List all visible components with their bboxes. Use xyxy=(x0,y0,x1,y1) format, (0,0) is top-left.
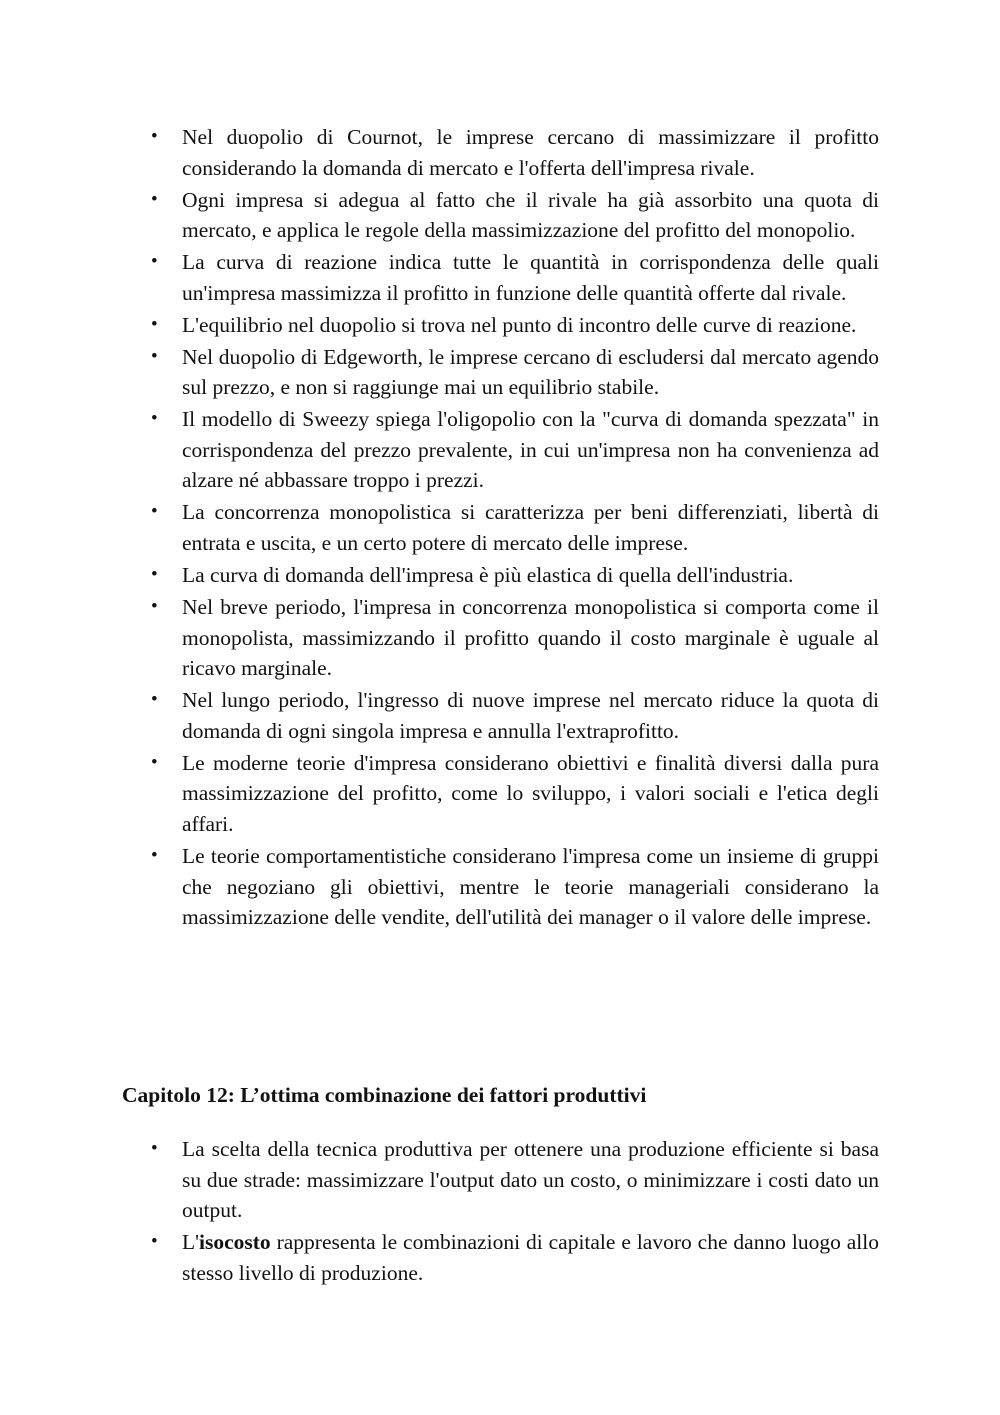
bullet-list-market-structures xyxy=(182,122,879,934)
list-item: • La curva di reazione indica tutte le quantità in corrispondenza delle quali un'impresa massimizza il profitto in funzione delle quantità offerte dal rivale. xyxy=(182,247,879,308)
list-item: • Il modello di Sweezy spiega l'oligopolio con la "curva di domanda spezzata" in corrispondenza del prezzo prevalente, in cui un'impresa non ha convenienza ad alzare né abbassare troppo i prezzi. xyxy=(182,404,879,496)
list-item: • Nel lungo periodo, l'ingresso di nuove imprese nel mercato riduce la quota di domanda di ogni singola impresa e annulla l'extraprofitto. xyxy=(182,685,879,746)
list-item-prefix: L' xyxy=(182,1230,200,1255)
list-item: • Nel breve periodo, l'impresa in concorrenza monopolistica si comporta come il monopolista, massimizzando il profitto quando il costo marginale è uguale al ricavo marginale. xyxy=(182,592,879,684)
chapter-heading: Capitolo 12: L’ottima combinazione dei fattori produttivi xyxy=(122,1083,647,1107)
bullet-list-production-factors xyxy=(182,1134,879,1290)
list-item: • Le moderne teorie d'impresa considerano obiettivi e finalità diversi dalla pura massimizzazione del profitto, come lo sviluppo, i valori sociali e l'etica degli affari. xyxy=(182,748,879,840)
list-item: • Le teorie comportamentistiche considerano l'impresa come un insieme di gruppi che negoziano gli obiettivi, mentre le teorie manageriali considerano la massimizzazione delle vendite, dell'utilità dei manager o il valore delle imprese. xyxy=(182,841,879,933)
list-item: • Ogni impresa si adegua al fatto che il rivale ha già assorbito una quota di mercato, e applica le regole della massimizzazione del profitto del monopolio. xyxy=(182,185,879,246)
list-item: • Nel duopolio di Cournot, le imprese cercano di massimizzare il profitto considerando la domanda di mercato e l'offerta dell'impresa rivale. xyxy=(182,122,879,183)
list-item: • L'equilibrio nel duopolio si trova nel punto di incontro delle curve di reazione. xyxy=(182,310,879,341)
list-item: • La concorrenza monopolistica si caratterizza per beni differenziati, libertà di entrata e uscita, e un certo potere di mercato delle imprese. xyxy=(182,497,879,558)
list-item-rest: rappresenta le combinazioni di capitale e lavoro che danno luogo allo stesso livello di produzione. xyxy=(182,1230,879,1285)
list-item: • La curva di domanda dell'impresa è più elastica di quella dell'industria. xyxy=(182,560,879,591)
list-item: • Nel duopolio di Edgeworth, le imprese cercano di escludersi dal mercato agendo sul prezzo, e non si raggiunge mai un equilibrio stabile. xyxy=(182,342,879,403)
list-item-isocosto xyxy=(182,1227,879,1288)
list-item: • La scelta della tecnica produttiva per ottenere una produzione efficiente si basa su due strade: massimizzare l'output dato un costo, o minimizzare i costi dato un output. xyxy=(182,1134,879,1226)
term-isocosto: isocosto xyxy=(199,1230,271,1255)
